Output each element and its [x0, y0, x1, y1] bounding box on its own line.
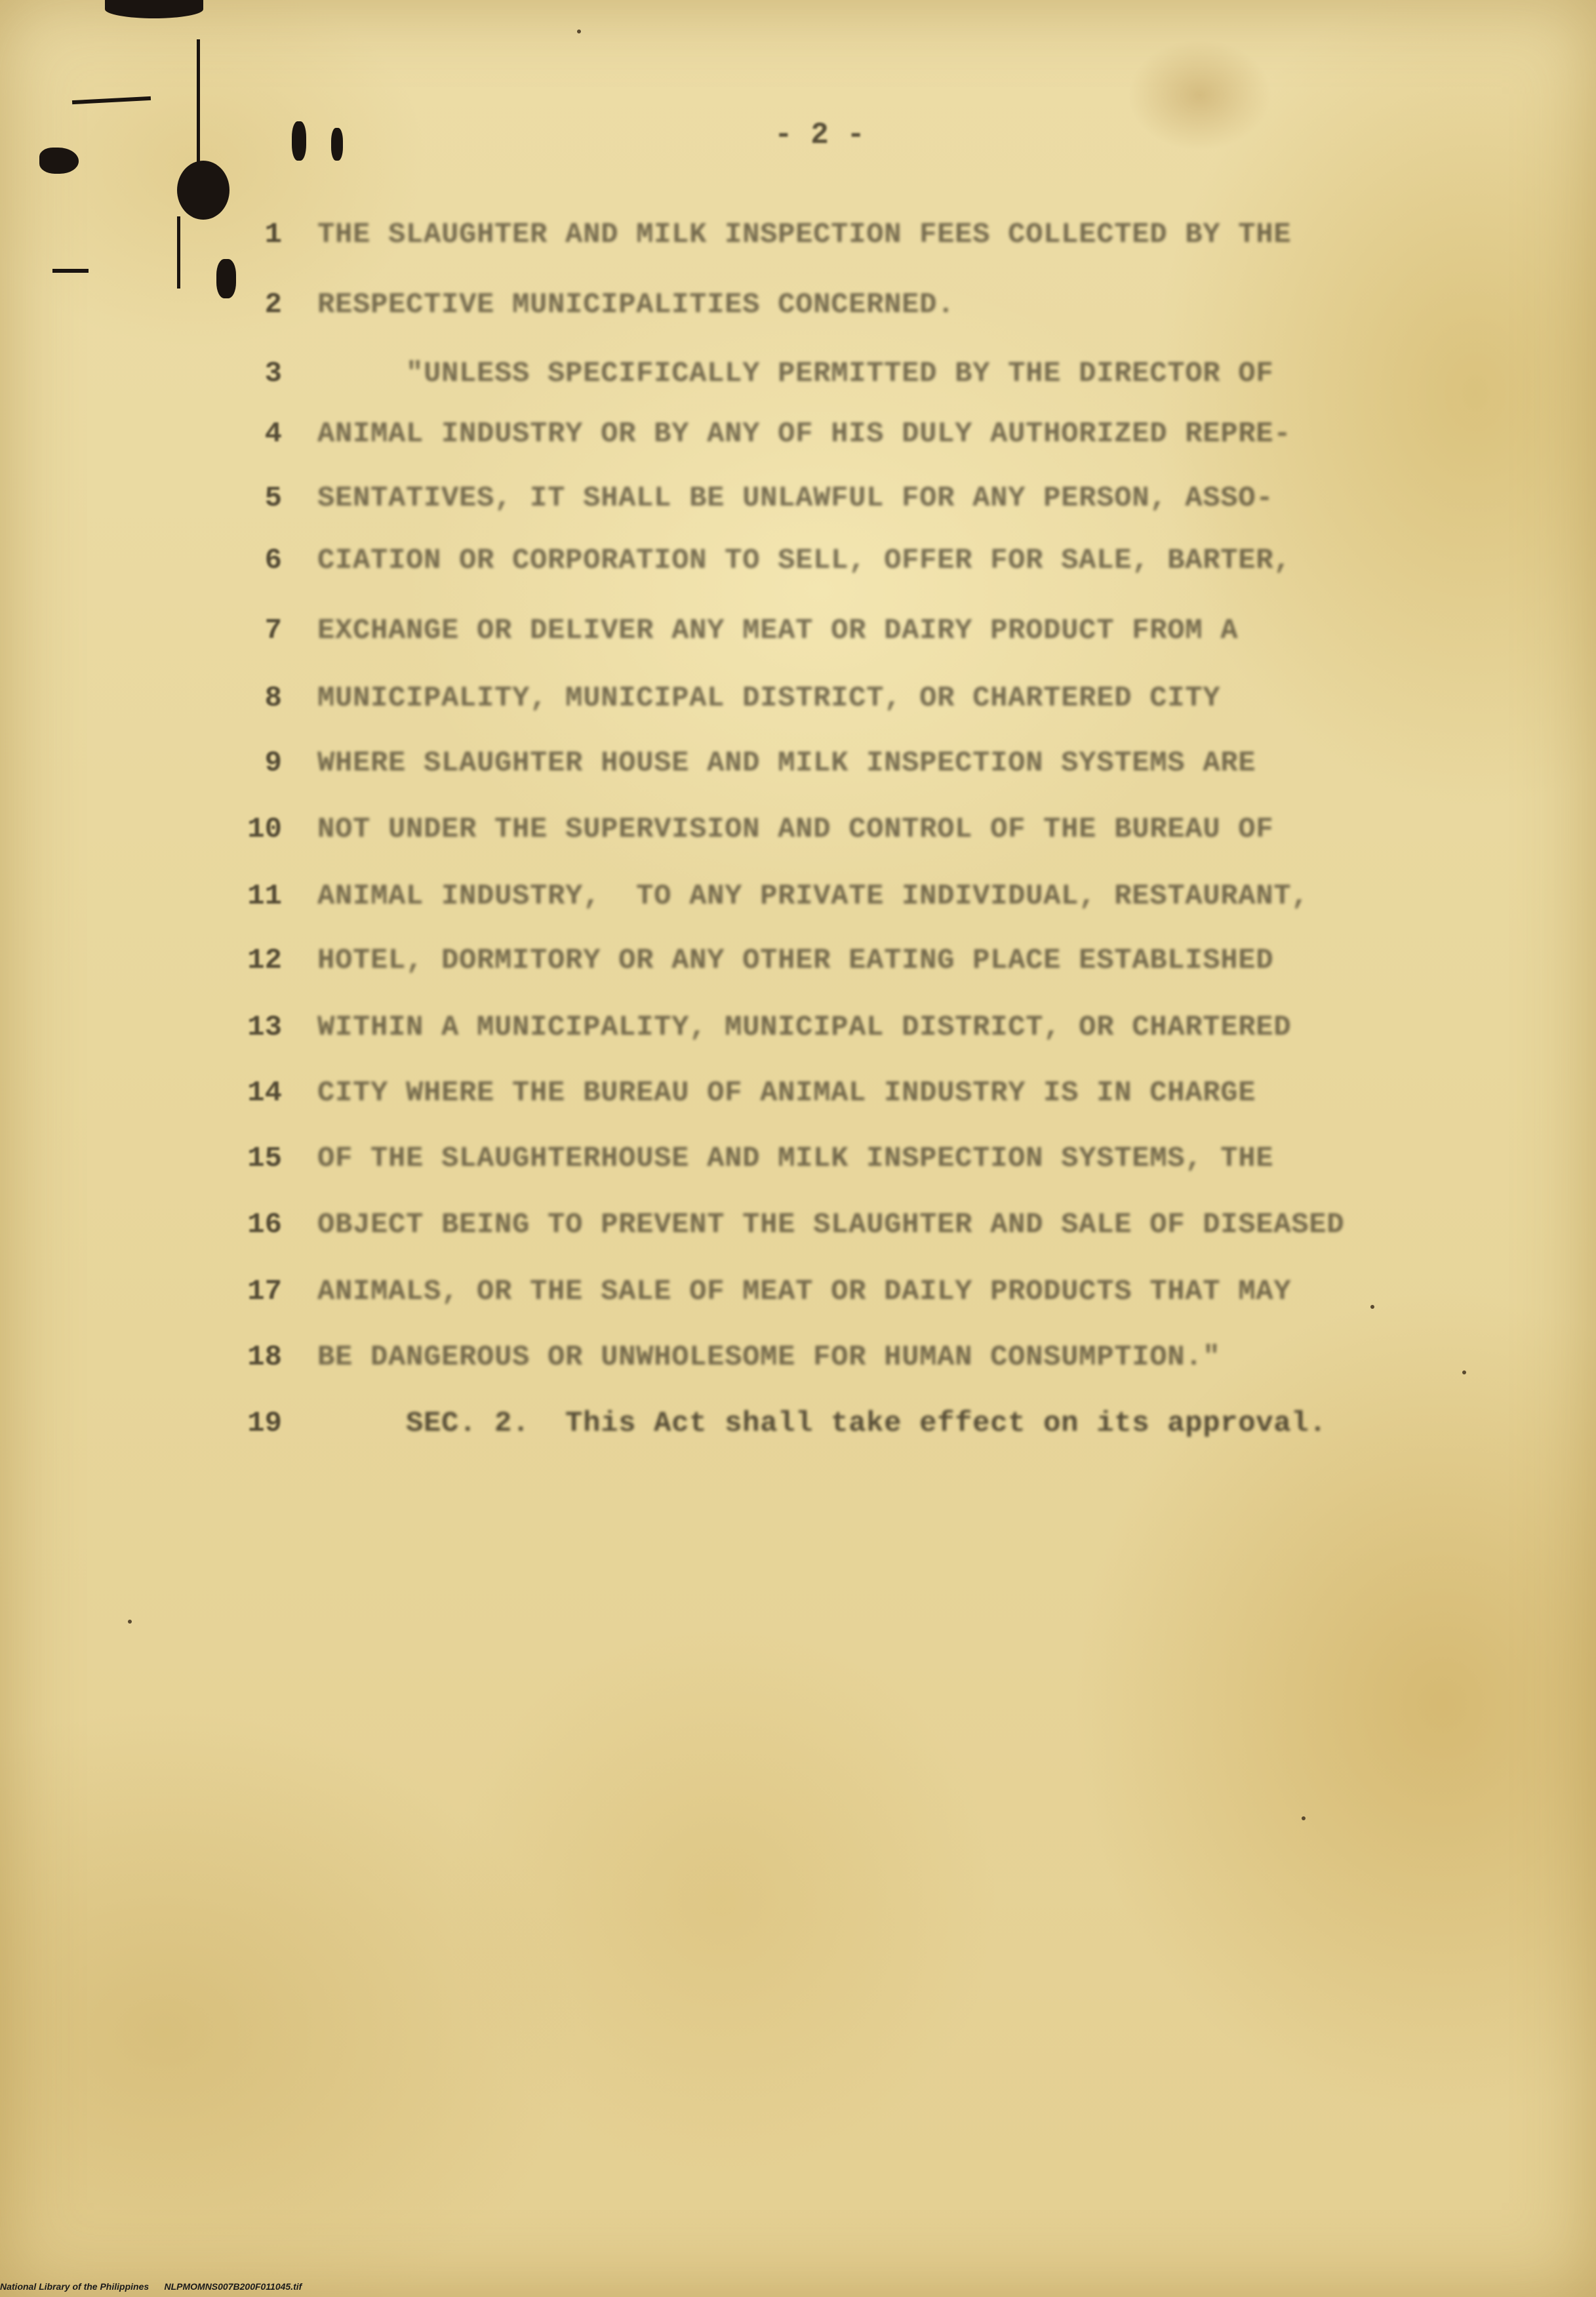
scan-footer	[0, 2279, 302, 2294]
line-number: 15	[247, 1142, 282, 1175]
ink-blot	[331, 128, 343, 161]
text-line	[0, 1331, 1596, 1384]
line-number: 11	[247, 880, 282, 913]
ink-mark	[52, 269, 89, 273]
line-number: 16	[247, 1208, 282, 1241]
paper-speck	[1302, 1816, 1306, 1820]
line-text: CIATION OR CORPORATION TO SELL, OFFER FOR SALE, BARTER,	[317, 544, 1292, 577]
line-number: 18	[247, 1341, 282, 1374]
text-line	[0, 348, 1596, 400]
line-number: 9	[264, 747, 282, 780]
line-text: NOT UNDER THE SUPERVISION AND CONTROL OF THE BUREAU OF	[317, 813, 1274, 846]
text-line	[0, 1199, 1596, 1251]
paper-speck	[128, 1620, 132, 1624]
text-line	[0, 737, 1596, 789]
line-text: THE SLAUGHTER AND MILK INSPECTION FEES COLLECTED BY THE	[317, 218, 1292, 251]
line-number: 1	[264, 218, 282, 251]
text-line	[0, 279, 1596, 331]
line-text: EXCHANGE OR DELIVER ANY MEAT OR DAIRY PRODUCT FROM A	[317, 614, 1239, 647]
text-line	[0, 1001, 1596, 1054]
line-number: 10	[247, 813, 282, 846]
line-number: 13	[247, 1011, 282, 1044]
line-text: "UNLESS SPECIFICALLY PERMITTED BY THE DIRECTOR OF	[317, 357, 1274, 390]
line-text: ANIMAL INDUSTRY, TO ANY PRIVATE INDIVIDUAL, RESTAURANT,	[317, 880, 1309, 913]
line-number: 17	[247, 1275, 282, 1308]
line-text: CITY WHERE THE BUREAU OF ANIMAL INDUSTRY IS IN CHARGE	[317, 1077, 1256, 1109]
text-line	[0, 1132, 1596, 1185]
footer-source: National Library of the Philippines	[0, 2281, 150, 2292]
text-line	[0, 534, 1596, 587]
text-line	[0, 1266, 1596, 1318]
page-number: - 2 -	[774, 118, 866, 152]
text-line	[0, 934, 1596, 987]
line-text: ANIMALS, OR THE SALE OF MEAT OR DAILY PRODUCTS THAT MAY	[317, 1275, 1292, 1308]
line-text: WHERE SLAUGHTER HOUSE AND MILK INSPECTION SYSTEMS ARE	[317, 747, 1256, 780]
text-line	[0, 870, 1596, 923]
line-number: 6	[264, 544, 282, 577]
line-number: 19	[247, 1407, 282, 1440]
ink-blot	[39, 148, 79, 174]
line-text: SENTATIVES, IT SHALL BE UNLAWFUL FOR ANY PERSON, ASSO-	[317, 482, 1274, 515]
text-line	[0, 209, 1596, 261]
line-text: RESPECTIVE MUNICIPALITIES CONCERNED.	[317, 289, 955, 321]
line-number: 2	[264, 289, 282, 321]
text-line	[0, 1067, 1596, 1119]
line-number: 4	[264, 418, 282, 450]
line-text: OBJECT BEING TO PREVENT THE SLAUGHTER AND SALE OF DISEASED	[317, 1208, 1345, 1241]
paper-speck	[577, 30, 581, 33]
line-text: WITHIN A MUNICIPALITY, MUNICIPAL DISTRICT, OR CHARTERED	[317, 1011, 1292, 1044]
line-number: 8	[264, 682, 282, 715]
line-text: SEC. 2. This Act shall take effect on its approval.	[317, 1407, 1327, 1440]
line-text: ANIMAL INDUSTRY OR BY ANY OF HIS DULY AUTHORIZED REPRE-	[317, 418, 1292, 450]
text-line	[0, 472, 1596, 525]
line-number: 5	[264, 482, 282, 515]
line-text: BE DANGEROUS OR UNWHOLESOME FOR HUMAN CONSUMPTION."	[317, 1341, 1221, 1374]
line-text: MUNICIPALITY, MUNICIPAL DISTRICT, OR CHARTERED CITY	[317, 682, 1221, 715]
text-line	[0, 1397, 1596, 1450]
line-text: OF THE SLAUGHTERHOUSE AND MILK INSPECTION SYSTEMS, THE	[317, 1142, 1274, 1175]
ink-mark	[72, 96, 151, 104]
ink-blot	[105, 0, 203, 18]
ink-mark	[197, 39, 200, 190]
text-line	[0, 408, 1596, 460]
text-line	[0, 803, 1596, 856]
line-number: 3	[264, 357, 282, 390]
ink-blot	[292, 121, 306, 161]
line-number: 7	[264, 614, 282, 647]
text-line	[0, 672, 1596, 725]
text-line	[0, 605, 1596, 657]
water-stain	[1128, 39, 1272, 151]
footer-filename: NLPMOMNS007B200F011045.tif	[164, 2281, 302, 2292]
line-number: 14	[247, 1077, 282, 1109]
line-text: HOTEL, DORMITORY OR ANY OTHER EATING PLACE ESTABLISHED	[317, 944, 1274, 977]
line-number: 12	[247, 944, 282, 977]
